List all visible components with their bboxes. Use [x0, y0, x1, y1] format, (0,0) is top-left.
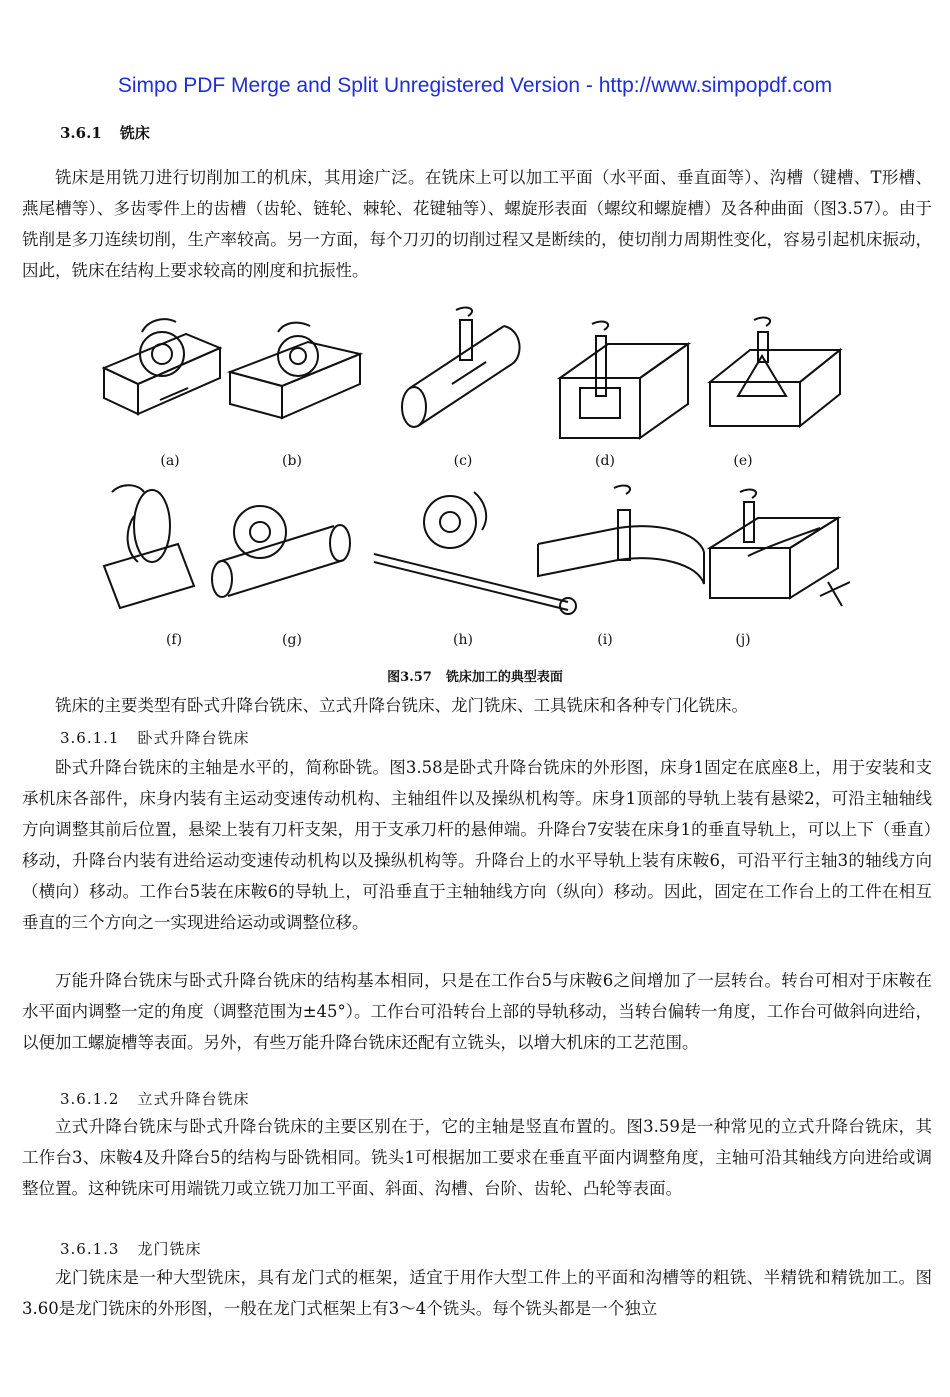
panel-label-b: (b): [282, 453, 302, 469]
panel-label-f: (f): [165, 632, 183, 648]
section-title: 铣床: [119, 124, 150, 142]
subsection-heading-horizontal: [60, 727, 250, 748]
subsection-number: 3.6.1.2: [60, 1090, 120, 1108]
subsection-heading-vertical: [60, 1088, 250, 1109]
panel-j-drawing: [710, 490, 850, 606]
panel-b-drawing: [230, 323, 360, 418]
paragraph-horizontal-2: 万能升降台铣床与卧式升降台铣床的结构基本相同，只是在工作台5与床鞍6之间增加了一层转台。转台可相对于床鞍在水平面内调整一定的角度（调整范围为±45°）。工作台可沿转台上部的导轨移动，当转台偏转一角度，工作台可做斜向进给，以便加工螺旋槽等表面。另外，有些万能升降台铣床还配有立铣头，以增大机床的工艺范围。: [22, 971, 932, 1052]
subsection-number: 3.6.1.3: [60, 1240, 120, 1258]
panel-i-drawing: [538, 486, 704, 584]
paragraph-types: 铣床的主要类型有卧式升降台铣床、立式升降台铣床、龙门铣床、工具铣床和各种专门化铣床。: [55, 696, 748, 715]
paragraph-intro: 铣床是用铣刀进行切削加工的机床，其用途广泛。在铣床上可以加工平面（水平面、垂直面等）、沟槽（键槽、T形槽、燕尾槽等）、多齿零件上的齿槽（齿轮、链轮、棘轮、花键轴等）、螺旋形表面（螺纹和螺旋槽）及各种曲面（图3.57）。由于铣削是多刀连续切削，生产率较高。另一方面，每个刀刃的切削过程又是断续的，使切削力周期性变化，容易引起机床振动，因此，铣床在结构上要求较高的刚度和抗振性。: [22, 168, 932, 280]
panel-label-j: (j): [735, 632, 751, 648]
section-number: 3.6.1: [60, 124, 102, 142]
figure-drawing: [98, 296, 850, 648]
panel-label-h: (h): [453, 632, 473, 648]
panel-label-c: (c): [453, 453, 473, 469]
panel-label-d: (d): [595, 453, 615, 469]
panel-f-drawing: [104, 485, 194, 608]
section-heading: [60, 122, 150, 143]
paragraph-horizontal-1: 卧式升降台铣床的主轴是水平的，简称卧铣。图3.58是卧式升降台铣床的外形图，床身1固定在底座8上，用于安装和支承机床各部件，床身内装有主运动变速传动机构、主轴组件以及操纵机构等。床身1顶部的导轨上装有悬梁2，可沿主轴轴线方向调整其前后位置，悬梁上装有刀杆支架，用于支承刀杆的悬伸端。升降台7安装在床身1的垂直导轨上，可以上下（垂直）移动，升降台内装有进给运动变速传动机构以及操纵机构等。升降台上的水平导轨上装有床鞍6，可沿平行主轴3的轴线方向（横向）移动。工作台5装在床鞍6的导轨上，可沿垂直于主轴轴线方向（纵向）移动。因此，固定在工作台上的工件在相互垂直的三个方向之一实现进给运动或调整位移。: [22, 758, 932, 932]
subsection-title: 卧式升降台铣床: [137, 729, 250, 747]
subsection-title: 立式升降台铣床: [137, 1090, 250, 1108]
panel-label-i: (i): [597, 632, 613, 648]
panel-e-drawing: [710, 318, 840, 426]
panel-label-a: (a): [160, 453, 180, 469]
paragraph-gantry: 龙门铣床是一种大型铣床，具有龙门式的框架，适宜于用作大型工件上的平面和沟槽等的粗铣、半精铣和精铣加工。图3.60是龙门铣床的外形图，一般在龙门式框架上有3～4个铣头。每个铣头都是一个独立: [22, 1268, 932, 1318]
subsection-heading-gantry: [60, 1238, 202, 1259]
panel-h-drawing: [374, 492, 576, 614]
panel-c-drawing: [402, 308, 520, 427]
figure-milling-surfaces: [98, 296, 850, 648]
watermark-banner: Simpo PDF Merge and Split Unregistered Version - http://www.simpopdf.com: [117, 74, 833, 97]
panel-g-drawing: [212, 506, 350, 597]
panel-label-g: (g): [282, 632, 302, 648]
subsection-number: 3.6.1.1: [60, 729, 120, 747]
panel-d-drawing: [560, 322, 688, 438]
subsection-title: 龙门铣床: [137, 1240, 202, 1258]
figure-number: 图3.57: [387, 670, 432, 685]
figure-caption-text: 铣床加工的典型表面: [445, 670, 563, 685]
figure-caption: [0, 666, 950, 685]
panel-label-e: (e): [733, 453, 753, 469]
paragraph-vertical: 立式升降台铣床与卧式升降台铣床的主要区别在于，它的主轴是竖直布置的。图3.59是一种常见的立式升降台铣床，其工作台3、床鞍4及升降台5的结构与卧铣相同。铣头1可根据加工要求在垂直平面内调整角度，主轴可沿其轴线方向进给或调整位置。这种铣床可用端铣刀或立铣刀加工平面、斜面、沟槽、台阶、齿轮、凸轮等表面。: [22, 1117, 932, 1198]
panel-a-drawing: [104, 319, 220, 414]
